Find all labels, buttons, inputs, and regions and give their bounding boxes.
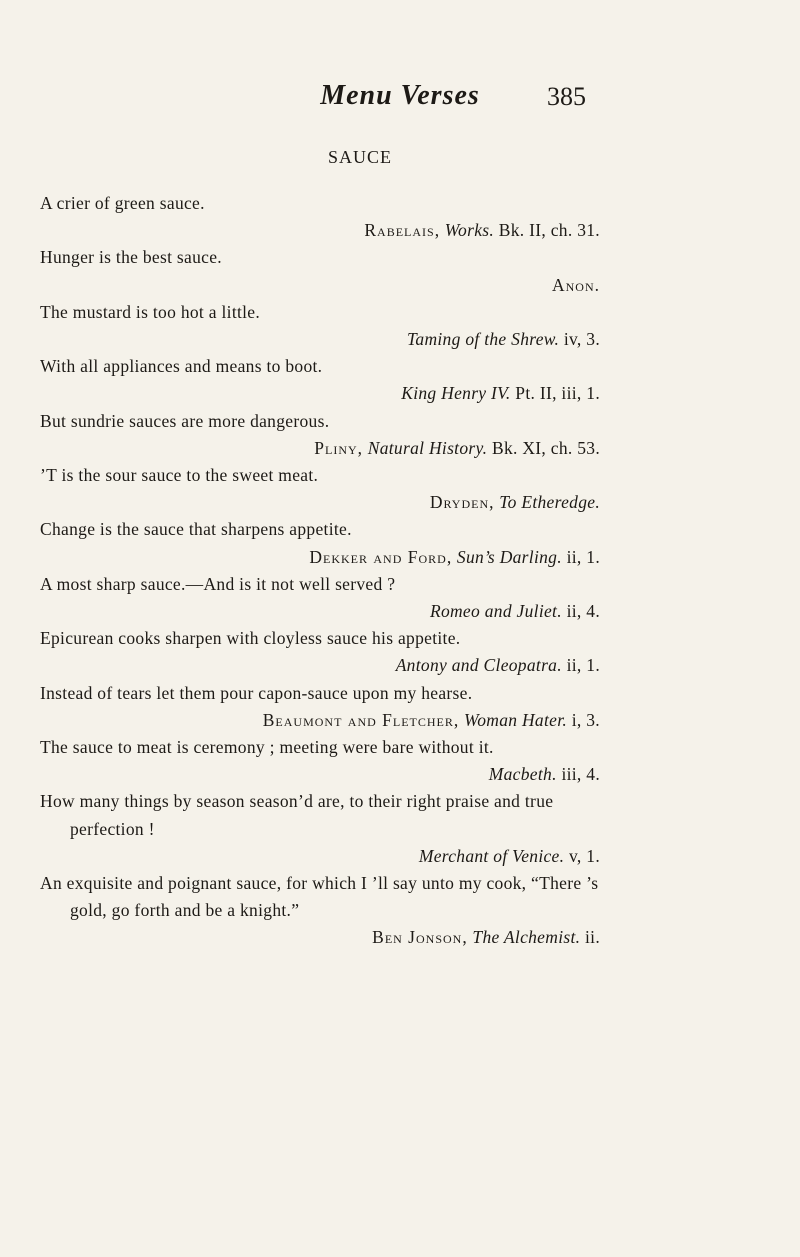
quotation-source [40,489,600,516]
quotation-reference: Bk. XI, ch. 53. [491,437,600,458]
quotation-source [40,598,600,625]
quotation-source [40,544,600,571]
quotation-source [40,843,600,870]
quotation-author: Dekker and Ford, [309,546,453,567]
quotation-reference: ii, 1. [566,546,600,567]
quotation-reference: iv, 3. [563,329,600,350]
quotation-source [40,217,600,244]
quotation-work: Macbeth. [488,764,557,785]
quotation-work: Taming of the Shrew. [406,329,560,350]
quotation-text: Hunger is the best sauce. [40,247,222,268]
quotation-work: Works. [444,220,495,241]
quotation-work: To Etheredge. [499,492,600,513]
quotation-work: Woman Hater. [463,709,568,730]
quotation-author: Pliny, [314,437,364,458]
page-number: 385 [547,82,586,111]
quotation-text: A crier of green sauce. [40,193,205,213]
quotation-reference: iii, 4. [561,764,600,785]
quotation-author: Ben Jonson, [372,927,468,948]
quotation-text: How many things by season season’d are, to their right praise and true perfection ! [40,791,554,839]
quotation-reference: ii, 1. [566,655,600,676]
quotation-work: Natural History. [367,437,488,458]
quotation-text: Epicurean cooks sharpen with cloyless sauce his appetite. [40,628,461,649]
quotation-source [40,707,600,734]
quotation-source [40,761,600,788]
quotation-source [40,272,600,299]
quotation-reference: i, 3. [571,709,600,730]
quotation-source [40,435,600,462]
running-head [0,78,800,112]
quotation-work: King Henry IV. [401,383,511,404]
quotation-reference: Pt. II, iii, 1. [515,383,600,404]
quotation-reference: ii, 4. [566,601,600,622]
quotation-author: Beaumont and Fletcher, [262,709,460,730]
quotation-text: Change is the sauce that sharpens appetite. [40,519,352,540]
quotation-work: Sun’s Darling. [456,546,562,567]
quotation-reference: ii. [585,927,600,948]
quotation-source [40,380,600,407]
running-title: Menu Verses [320,80,480,111]
quotation-text: With all appliances and means to boot. [40,356,323,377]
quotation-source [40,652,600,679]
quotation-work: Antony and Cleopatra. [395,655,562,676]
quotation-text: But sundrie sauces are more dangerous. [40,410,330,431]
quotation-work: Merchant of Venice. [418,845,565,866]
quotation-list [40,190,600,952]
quotation-work: Romeo and Juliet. [429,601,562,622]
quotation-source [40,924,600,951]
quotation-text: The mustard is too hot a little. [40,301,261,322]
quotation-text: ’T is the sour sauce to the sweet meat. [40,465,319,486]
quotation-text: An exquisite and poignant sauce, for which I ’ll say unto my cook, “There ’s gold, go forth and be a knight.” [40,873,599,921]
quotation-text: Instead of tears let them pour capon-sauce upon my hearse. [40,682,473,703]
quotation-source [40,326,600,353]
quotation-author: Dryden, [429,492,495,513]
quotation-text: The sauce to meat is ceremony ; meeting were bare without it. [40,737,494,758]
quotation-reference: v, 1. [569,845,600,866]
quotation-author: Rabelais, [364,220,441,241]
quotation-text: A most sharp sauce.—And is it not well served ? [40,573,396,594]
quotation-author: Anon. [551,274,600,295]
quotation-work: The Alchemist. [472,927,581,948]
quotation-reference: Bk. II, ch. 31. [498,220,600,241]
section-title: SAUCE [327,147,392,167]
